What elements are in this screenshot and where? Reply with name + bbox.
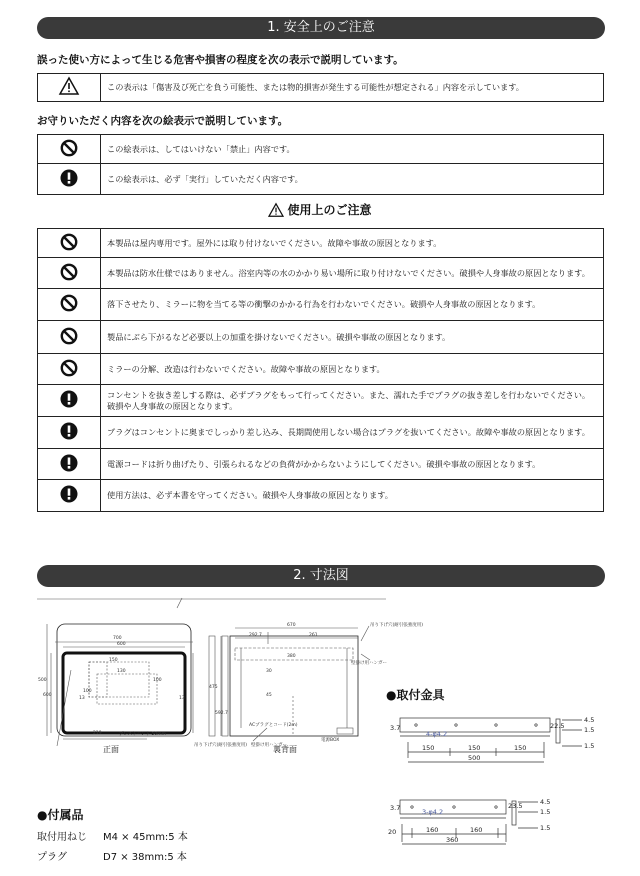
bracket-dim: 150 — [514, 744, 527, 752]
usage-row — [38, 229, 604, 258]
mandatory-icon — [38, 417, 101, 449]
switch-label: プレストバンド 50mm — [119, 732, 167, 737]
usage-title: 使用上のご注意 — [0, 201, 640, 218]
accessories-heading: ●付属品 — [37, 808, 84, 822]
prohibited-icon — [38, 229, 101, 258]
bracket-dim: 22.5 — [550, 722, 565, 730]
bracket-drawing-lower — [386, 790, 606, 852]
section-2-title-bar — [37, 565, 605, 587]
dim-label: 45 — [266, 693, 272, 698]
mandatory-icon — [38, 480, 101, 512]
usage-table — [37, 228, 604, 512]
bracket-dim: 1.5 — [540, 824, 551, 832]
dim-label: 100 — [83, 689, 92, 694]
accessory-spec: D7 × 38mm:5 本 — [103, 852, 187, 863]
bracket-dim: 150 — [468, 744, 481, 752]
legend-row — [38, 164, 604, 195]
dim-label: 600 — [43, 693, 52, 698]
usage-row — [38, 480, 604, 512]
dim-label: 292.7 — [249, 633, 262, 638]
warning-row — [38, 74, 604, 102]
hole-spec: 3-φ4.2 — [422, 808, 444, 816]
usage-row-text: コンセントを抜き差しする際は、必ずプラグをもって行ってください。また、濡れた手でプラグの抜き差しを行わないでください。破損や人身事故の原因となります。 — [101, 385, 604, 417]
dim-label: 600 — [117, 642, 126, 647]
back-label: 吊り下げ穴(耐引張強度用) — [370, 623, 424, 628]
section-1-title-bar — [37, 17, 605, 39]
accessory-item — [37, 828, 188, 843]
bracket-drawing-upper — [386, 708, 606, 770]
legend-row — [38, 135, 604, 164]
usage-row-text: プラグはコンセントに奥までしっかり差し込み、長期間使用しない場合はプラグを抜いてください。故障や事故の原因となります。 — [101, 417, 604, 449]
dim-label: 670 — [287, 623, 296, 628]
usage-row-text: 本製品は防水仕様ではありません。浴室内等の水のかかり易い場所に取り付けないでください。破損や人身事故の原因となります。 — [101, 258, 604, 289]
dim-label: 219 — [93, 731, 102, 736]
prohibited-icon — [38, 135, 101, 164]
back-label: 壁掛け用ハンガー — [251, 743, 287, 748]
warning-definition-table — [37, 73, 604, 102]
warning-triangle-icon — [38, 74, 101, 102]
prohibited-icon — [38, 354, 101, 385]
bracket-dim: 23.5 — [508, 802, 523, 810]
warning-row-text: この表示は「傷害及び死亡を負う可能性、または物的損害が発生する可能性が想定される」内容を示しています。 — [101, 74, 604, 102]
usage-row — [38, 258, 604, 289]
warning-triangle-icon — [268, 203, 284, 217]
prohibited-icon — [38, 289, 101, 321]
mandatory-icon — [38, 449, 101, 480]
usage-row-text: 使用方法は、必ず本書を守ってください。破損や人身事故の原因となります。 — [101, 480, 604, 512]
dim-label: 130 — [117, 669, 126, 674]
back-label: 壁掛け用ハンガー — [351, 661, 387, 666]
dim-label: 100 — [153, 678, 162, 683]
back-label: 電源BOX — [321, 738, 340, 743]
prohibited-icon — [38, 258, 101, 289]
usage-row-text: 本製品は屋内専用です。屋外には取り付けないでください。故障や事故の原因となります。 — [101, 229, 604, 258]
bracket-dim: 20 — [388, 828, 397, 836]
front-caption: 正面 — [103, 745, 119, 754]
back-label: 吊り下げ穴(耐引張強度用) — [194, 743, 248, 748]
dim-label: 380 — [287, 654, 296, 659]
legend-text: この絵表示は、必ず「実行」していただく内容です。 — [101, 164, 604, 195]
bracket-dim: 4.5 — [540, 798, 551, 806]
usage-row — [38, 321, 604, 354]
dim-label: 261 — [309, 633, 318, 638]
dim-label: 592.7 — [215, 711, 228, 716]
bracket-dim: 500 — [468, 754, 481, 762]
usage-row-text: 落下させたり、ミラーに物を当てる等の衝撃のかかる行為を行わないでください。破損や人身事故の原因となります。 — [101, 289, 604, 321]
accessory-name: 取付用ねじ — [37, 832, 87, 843]
back-label: ACプラグとコード(2m) — [249, 723, 298, 728]
usage-row — [38, 449, 604, 480]
mandatory-icon — [38, 164, 101, 195]
usage-row — [38, 354, 604, 385]
usage-row-text: 電源コードは折り曲げたり、引張られるなどの負荷がかからないようにしてください。破損や事故の原因となります。 — [101, 449, 604, 480]
prohibited-icon — [38, 321, 101, 354]
dim-label: 13 — [79, 696, 85, 701]
dim-label: 500 — [38, 678, 47, 683]
bracket-dim: 3.7 — [390, 804, 401, 812]
back-caption: 裏背面 — [273, 745, 297, 754]
usage-row — [38, 385, 604, 417]
dim-label: 13 — [179, 696, 185, 701]
mounting-heading: ●取付金具 — [386, 688, 445, 702]
bracket-dim: 1.5 — [584, 742, 595, 750]
usage-row-text: ミラーの分解、改造は行わないでください。故障や事故の原因となります。 — [101, 354, 604, 385]
bracket-dim: 1.5 — [584, 726, 595, 734]
accessory-name: プラグ — [37, 852, 67, 863]
bracket-dim: 1.5 — [540, 808, 551, 816]
bracket-dim: 150 — [422, 744, 435, 752]
bracket-dim: 160 — [470, 826, 483, 834]
usage-row — [38, 417, 604, 449]
usage-row — [38, 289, 604, 321]
mandatory-icon — [38, 385, 101, 417]
section-2-title: 2. 寸法図 — [293, 568, 349, 583]
bracket-dim: 160 — [426, 826, 439, 834]
hole-spec: 4-φ4.2 — [426, 730, 448, 738]
usage-row-text: 製品にぶら下がるなど必要以上の加重を掛けないでください。破損や事故の原因となります。 — [101, 321, 604, 354]
accessory-spec: M4 × 45mm:5 本 — [103, 832, 188, 843]
bracket-dim: 360 — [446, 836, 459, 844]
section-1-title: 1. 安全上のご注意 — [267, 20, 375, 35]
legend-text: この絵表示は、してはいけない「禁止」内容です。 — [101, 135, 604, 164]
accessory-item — [37, 848, 187, 863]
dim-label: 700 — [113, 636, 122, 641]
intro-text: 誤った使い方によって生じる危害や損害の程度を次の表示で説明しています。 — [37, 54, 404, 66]
dim-label: 30 — [266, 669, 272, 674]
dim-label: 150 — [109, 658, 118, 663]
dim-label: 475 — [209, 685, 218, 690]
bracket-dim: 4.5 — [584, 716, 595, 724]
intro-text-2: お守りいただく内容を次の絵表示で説明しています。 — [37, 115, 289, 127]
legend-table — [37, 134, 604, 195]
bracket-dim: 3.7 — [390, 724, 401, 732]
